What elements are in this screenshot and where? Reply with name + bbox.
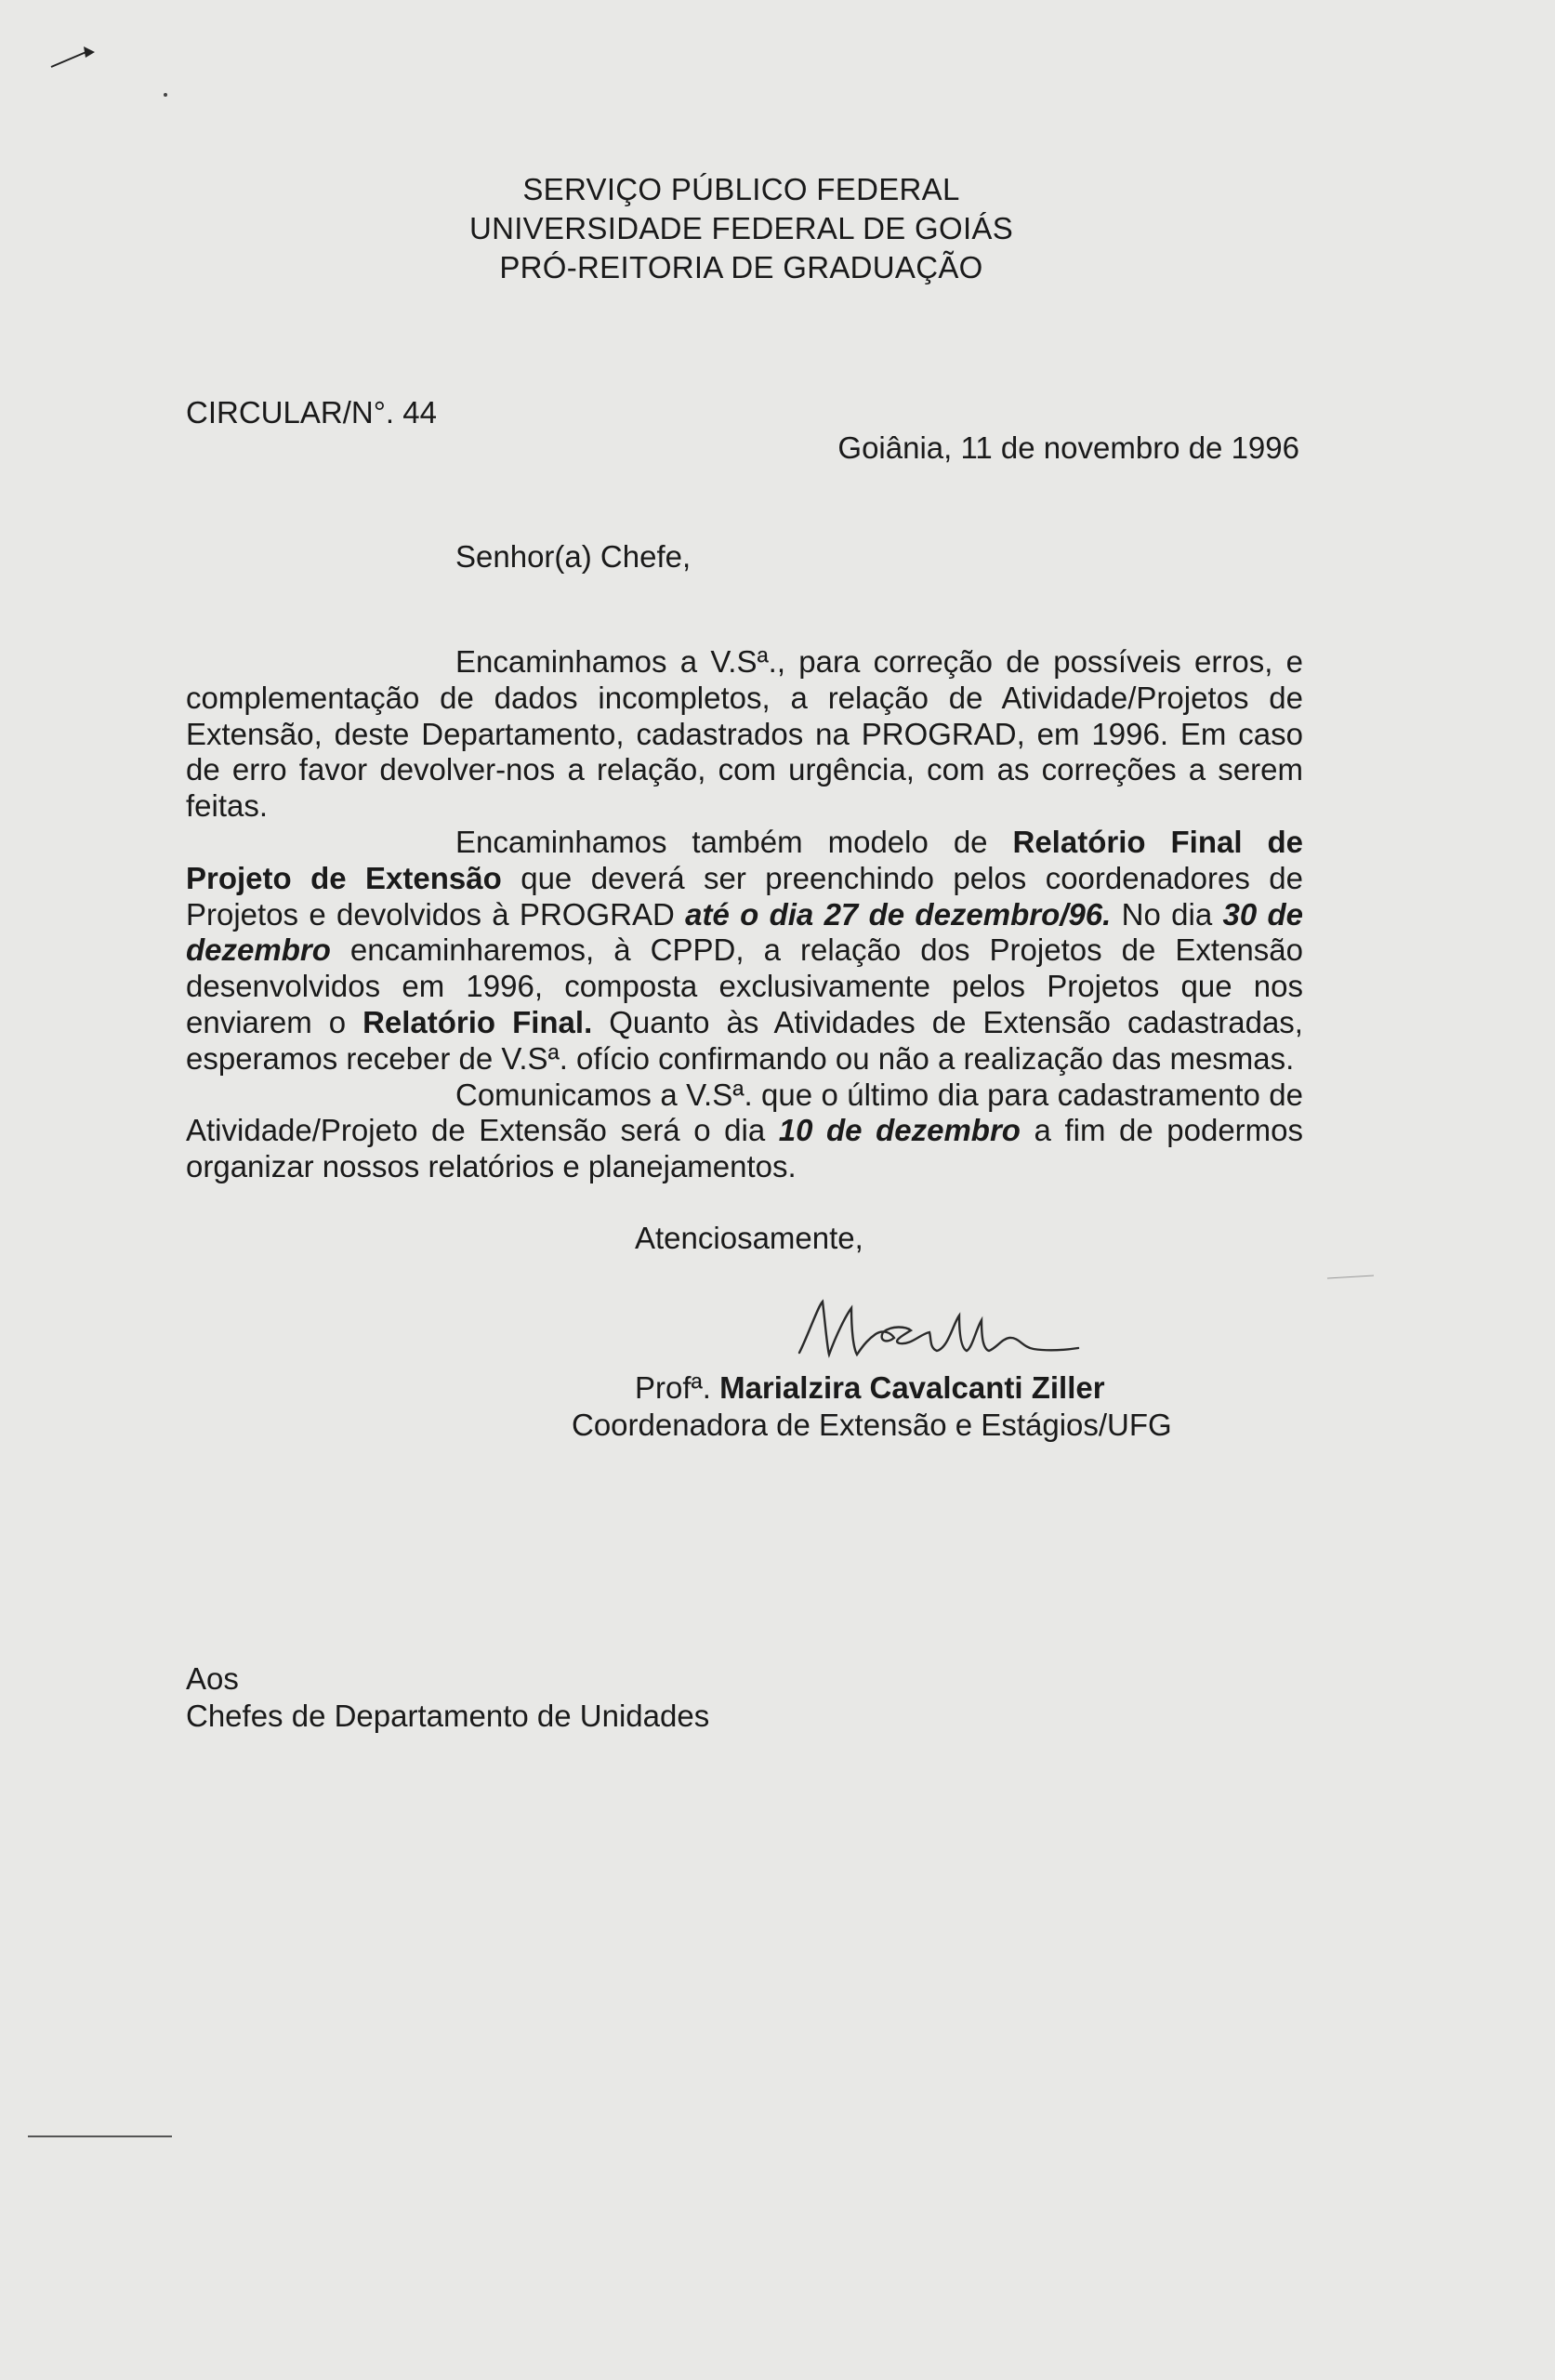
recipients <box>186 1660 709 1735</box>
signer-name-line <box>635 1370 1105 1406</box>
letterhead-line-3: PRÓ-REITORIA DE GRADUAÇÃO <box>499 250 983 284</box>
recipients-line-1: Aos <box>186 1661 239 1696</box>
letterhead <box>0 170 1483 287</box>
bold-italic-text: até o dia 27 de dezembro/96. <box>685 896 1112 932</box>
bold-text: Relatório Final. <box>362 1004 593 1039</box>
recipients-line-2: Chefes de Departamento de Unidades <box>186 1699 710 1733</box>
letterhead-line-2: UNIVERSIDADE FEDERAL DE GOIÁS <box>468 211 1014 245</box>
bold-italic-text: 10 de dezembro <box>778 1113 1021 1148</box>
paragraph-2: Encaminhamos também modelo de Relatório Final de Projeto de Extensão que deverá ser preenchindo pelos coordenadores de Projetos e devolvidos à PROGRAD até o dia 27 de dezembro/96. No dia 30 de dezembro encaminharemos, à CPPD, a relação dos Projetos de Extensão desenvolvidos em 1996, composta exclusivamente pelos Projetos que nos enviarem o Relatório Final. Quanto às Atividades de Extensão cadastradas, esperamos receber de V.Sª. ofício confirmando ou não a realização das mesmas. <box>186 824 1304 1076</box>
paragraph-3: Comunicamos a V.Sª. que o último dia para cadastramento de Atividade/Projeto de Extensão será o dia 10 de dezembro a fim de podermos organizar nossos relatórios e planejamentos. <box>186 1077 1304 1184</box>
signer-title: Profª. <box>635 1370 720 1405</box>
salutation: Senhor(a) Chefe, <box>455 539 692 574</box>
signer-name: Marialzira Cavalcanti Ziller <box>719 1370 1105 1405</box>
bold-italic-text: 30 de dezembro <box>186 896 1304 968</box>
closing: Atenciosamente, <box>635 1221 863 1255</box>
circular-number: CIRCULAR/N°. 44 <box>186 395 437 430</box>
paragraph-1: Encaminhamos a V.Sª., para correção de possíveis erros, e complementação de dados incompletos, a relação de Atividade/Projetos de Extensão, deste Departamento, cadastrados na PROGRAD, em 1996. Em caso de erro favor devolver-nos a relação, com urgência, com as correções a serem feitas. <box>186 644 1303 824</box>
handwritten-signature <box>790 1297 1097 1367</box>
letter-body <box>186 644 1303 1185</box>
signer-role: Coordenadora de Extensão e Estágios/UFG <box>572 1408 1172 1442</box>
bold-text: Relatório Final de Projeto de Extensão <box>186 824 1303 895</box>
letterhead-line-1: SERVIÇO PÚBLICO FEDERAL <box>522 172 960 206</box>
letter-date: Goiânia, 11 de novembro de 1996 <box>837 430 1299 465</box>
